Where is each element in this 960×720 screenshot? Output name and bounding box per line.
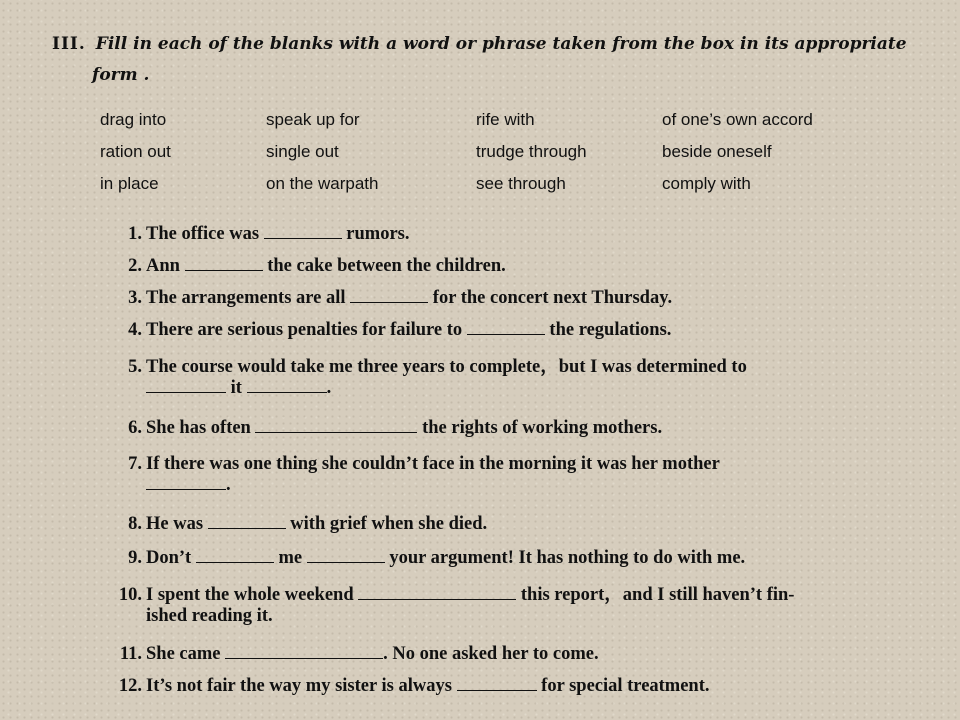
item-number: 7. (128, 454, 142, 474)
item-text: the rights of working mothers. (422, 418, 663, 438)
answer-blank[interactable] (225, 657, 383, 659)
word-box (100, 108, 900, 204)
exercise-item-10 (98, 580, 898, 627)
item-text: . No one asked her to come. (383, 644, 599, 664)
word-option: speak up for (266, 110, 360, 129)
word-column-3 (476, 108, 587, 204)
item-number: 10. (118, 585, 142, 605)
exercise-item-4 (98, 320, 898, 341)
exercise-item-7 (98, 454, 898, 496)
item-text: your argument! It has nothing to do with me. (389, 548, 746, 568)
answer-blank[interactable] (255, 431, 417, 433)
answer-blank[interactable] (457, 689, 537, 691)
item-text: for the concert next Thursday. (432, 288, 673, 308)
item-number: 11. (119, 644, 142, 664)
item-text: . (326, 378, 332, 398)
word-column-4 (662, 108, 813, 204)
item-text: She came (146, 644, 221, 664)
item-text: rumors. (346, 224, 410, 244)
exercise-item-6 (98, 418, 898, 439)
item-number: 8. (128, 514, 142, 534)
answer-blank[interactable] (208, 527, 286, 529)
word-column-1 (100, 108, 171, 204)
item-text: the regulations. (549, 320, 672, 340)
answer-blank[interactable] (146, 391, 226, 393)
word-option: on the warpath (266, 174, 379, 193)
exercise-item-5 (98, 352, 898, 399)
item-text: me (278, 548, 303, 568)
word-option: beside oneself (662, 142, 772, 161)
item-text: He was (146, 514, 204, 534)
exercise-item-9 (98, 548, 898, 569)
item-text: the cake between the children. (267, 256, 506, 276)
item-text-continued: ished reading it. (146, 606, 273, 626)
item-number: 5. (128, 357, 142, 377)
item-text: It’s not fair the way my sister is always (146, 676, 452, 696)
exercise-item-11 (98, 644, 898, 665)
item-text: I spent the whole weekend (146, 585, 354, 605)
word-option: see through (476, 174, 566, 193)
word-option: comply with (662, 174, 751, 193)
answer-blank[interactable] (185, 269, 263, 271)
answer-blank[interactable] (307, 561, 385, 563)
word-option: ration out (100, 142, 171, 161)
instruction-line-2: form . (92, 65, 150, 85)
exercise-item-8 (98, 514, 898, 535)
item-text: There are serious penalties for failure to (146, 320, 463, 340)
item-text: this report，and I still haven’t fin- (520, 585, 795, 605)
word-option: single out (266, 142, 339, 161)
item-text: The course would take me three years to complete，but I was determined to (146, 357, 747, 377)
exercise-item-12 (98, 676, 898, 697)
item-number: 9. (128, 548, 142, 568)
section-instruction (52, 27, 922, 92)
item-number: 12. (118, 676, 142, 696)
item-text: . (226, 475, 231, 495)
word-option: trudge through (476, 142, 587, 161)
answer-blank[interactable] (196, 561, 274, 563)
answer-blank[interactable] (247, 391, 327, 393)
answer-blank[interactable] (264, 237, 342, 239)
item-text: The arrangements are all (146, 288, 346, 308)
word-option: rife with (476, 110, 535, 129)
answer-blank[interactable] (146, 488, 226, 490)
answer-blank[interactable] (350, 301, 428, 303)
item-text: with grief when she died. (290, 514, 488, 534)
section-number: III. (52, 34, 86, 54)
item-number: 2. (128, 256, 142, 276)
word-option: drag into (100, 110, 167, 129)
item-text: She has often (146, 418, 251, 438)
exercise-item-2 (98, 256, 898, 277)
exercise-item-3 (98, 288, 898, 309)
item-text: The office was (146, 224, 260, 244)
answer-blank[interactable] (358, 598, 516, 600)
item-text: for special treatment. (541, 676, 710, 696)
answer-blank[interactable] (467, 333, 545, 335)
word-option: of one’s own accord (662, 110, 813, 129)
item-text: Ann (146, 256, 180, 276)
word-column-2 (266, 108, 378, 204)
exercise-item-1 (98, 224, 898, 245)
word-option: in place (100, 174, 159, 193)
item-text: Don’t (146, 548, 192, 568)
instruction-line-1: Fill in each of the blanks with a word or phrase taken from the box in its appropriate (95, 34, 907, 54)
item-text: it (230, 378, 242, 398)
item-number: 6. (128, 418, 142, 438)
item-number: 3. (128, 288, 142, 308)
item-number: 4. (128, 320, 142, 340)
item-text: If there was one thing she couldn’t face in the morning it was her mother (146, 454, 720, 474)
item-number: 1. (128, 224, 142, 244)
